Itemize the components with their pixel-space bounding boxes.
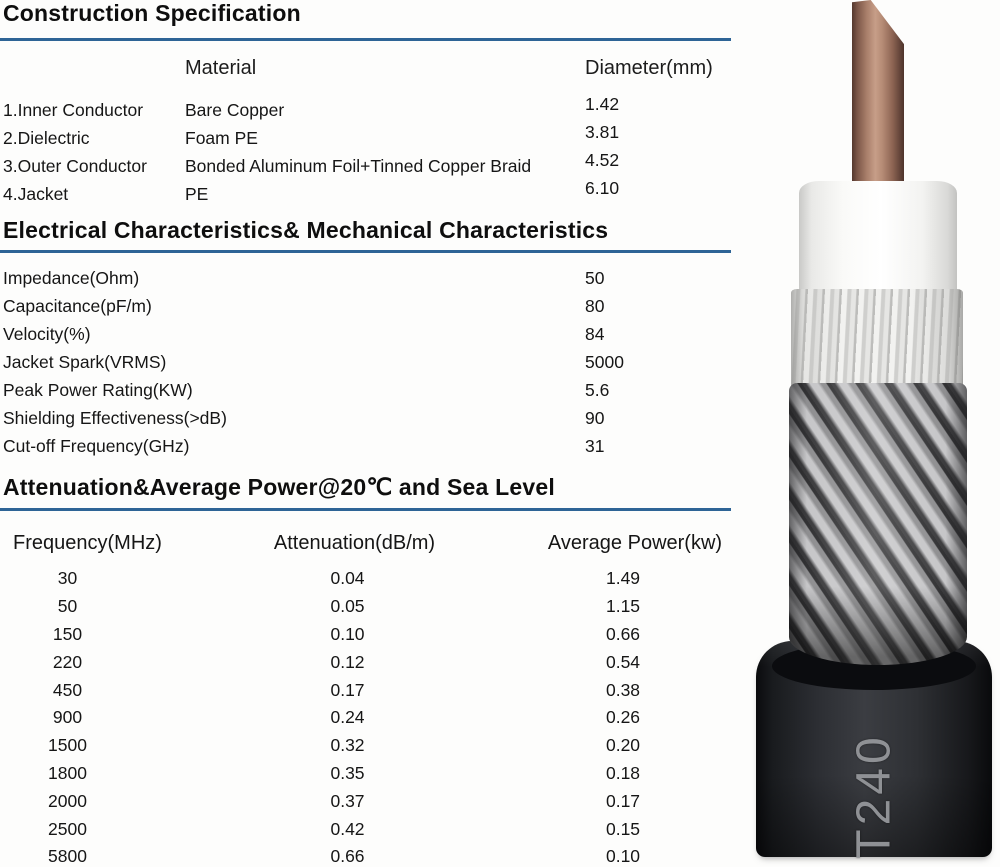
diameter-value: 3.81 (585, 122, 620, 142)
characteristic-value: 5.6 (585, 380, 610, 400)
average-power-column-header: Average Power(kw) (547, 532, 723, 554)
copper-inner-conductor (852, 0, 904, 192)
table-row (0, 150, 760, 178)
section-divider (0, 38, 731, 41)
table-row (0, 322, 760, 350)
table-row (0, 294, 760, 322)
layer-label: 2.Dielectric (3, 128, 90, 148)
frequency-value: 220 (52, 651, 83, 672)
table-row (0, 122, 760, 150)
diameter-value: 6.10 (585, 178, 620, 198)
average-power-value: 0.15 (605, 818, 641, 839)
table-row (0, 434, 760, 462)
average-power-value: 0.18 (605, 762, 641, 783)
characteristic-label: Capacitance(pF/m) (3, 296, 152, 316)
table-row (0, 676, 740, 704)
characteristic-label: Jacket Spark(VRMS) (3, 352, 167, 372)
characteristic-label: Cut-off Frequency(GHz) (3, 436, 190, 456)
characteristic-value: 31 (585, 436, 605, 456)
table-row (0, 843, 740, 867)
average-power-value: 1.15 (605, 596, 641, 617)
frequency-value: 2000 (48, 790, 87, 811)
characteristic-value: 50 (585, 268, 605, 288)
frequency-value: 30 (57, 568, 78, 589)
characteristic-value: 84 (585, 324, 605, 344)
attenuation-value: 0.04 (330, 568, 365, 589)
table-row (0, 760, 740, 788)
attenuation-title: Attenuation&Average Power@20℃ and Sea Level (3, 474, 555, 500)
table-row (0, 621, 740, 649)
attenuation-value: 0.10 (330, 623, 365, 644)
table-row (0, 593, 740, 621)
table-row (0, 378, 760, 406)
table-row (0, 94, 760, 122)
section-divider (0, 250, 731, 253)
material-value: Foam PE (185, 128, 258, 148)
pe-jacket (756, 641, 992, 857)
attenuation-value: 0.12 (330, 651, 365, 672)
layer-label: 1.Inner Conductor (3, 100, 144, 120)
layer-label: 4.Jacket (3, 184, 69, 204)
tinned-copper-braid (789, 383, 967, 665)
frequency-value: 150 (52, 623, 83, 644)
attenuation-rows (0, 565, 740, 867)
characteristic-label: Velocity(%) (3, 324, 91, 344)
characteristic-value: 5000 (585, 352, 624, 372)
frequency-value: 1500 (48, 735, 87, 756)
frequency-column-header: Frequency(MHz) (13, 532, 162, 554)
frequency-value: 900 (52, 707, 83, 728)
attenuation-value: 0.32 (330, 735, 365, 756)
attenuation-column-header: Attenuation(dB/m) (273, 532, 436, 554)
table-row (0, 406, 760, 434)
material-value: Bare Copper (185, 100, 285, 120)
layer-label: 3.Outer Conductor (3, 156, 147, 176)
material-value: Bonded Aluminum Foil+Tinned Copper Braid (185, 156, 532, 176)
table-row (0, 787, 740, 815)
average-power-value: 0.17 (605, 790, 641, 811)
average-power-value: 0.20 (605, 735, 641, 756)
construction-rows (0, 94, 760, 206)
foam-dielectric (799, 181, 957, 293)
average-power-value: 0.66 (605, 623, 641, 644)
average-power-value: 1.49 (605, 568, 641, 589)
frequency-value: 1800 (48, 762, 87, 783)
average-power-value: 0.38 (605, 679, 641, 700)
diameter-value: 1.42 (585, 94, 620, 114)
attenuation-value: 0.05 (330, 596, 365, 617)
characteristic-label: Impedance(Ohm) (3, 268, 140, 288)
attenuation-value: 0.17 (330, 679, 365, 700)
attenuation-value: 0.42 (330, 818, 365, 839)
table-row (0, 815, 740, 843)
frequency-value: 50 (57, 596, 78, 617)
material-column-header: Material (185, 57, 257, 79)
cable-marking-label: T240 (847, 733, 901, 859)
attenuation-value: 0.37 (330, 790, 365, 811)
table-row (0, 350, 760, 378)
attenuation-header-row (0, 532, 740, 555)
characteristic-value: 90 (585, 408, 605, 428)
section-divider (0, 508, 731, 511)
characteristic-label: Shielding Effectiveness(>dB) (3, 408, 227, 428)
average-power-value: 0.26 (605, 707, 641, 728)
frequency-value: 2500 (48, 818, 87, 839)
diameter-column-header: Diameter(mm) (585, 57, 713, 79)
table-row (0, 178, 760, 206)
electrical-rows (0, 266, 760, 462)
average-power-value: 0.54 (605, 651, 641, 672)
construction-title: Construction Specification (3, 0, 301, 26)
table-row (0, 732, 740, 760)
frequency-value: 450 (52, 679, 83, 700)
table-row (0, 648, 740, 676)
frequency-value: 5800 (48, 846, 87, 867)
table-row (0, 704, 740, 732)
attenuation-value: 0.35 (330, 762, 365, 783)
characteristic-label: Peak Power Rating(KW) (3, 380, 193, 400)
diameter-value: 4.52 (585, 150, 620, 170)
material-value: PE (185, 184, 209, 204)
table-row (0, 565, 740, 593)
average-power-value: 0.10 (605, 846, 641, 867)
aluminum-foil-shield (791, 289, 963, 386)
attenuation-value: 0.66 (330, 846, 365, 867)
attenuation-value: 0.24 (330, 707, 365, 728)
table-row (0, 266, 760, 294)
characteristic-value: 80 (585, 296, 605, 316)
electrical-title: Electrical Characteristics& Mechanical Characteristics (3, 217, 609, 243)
